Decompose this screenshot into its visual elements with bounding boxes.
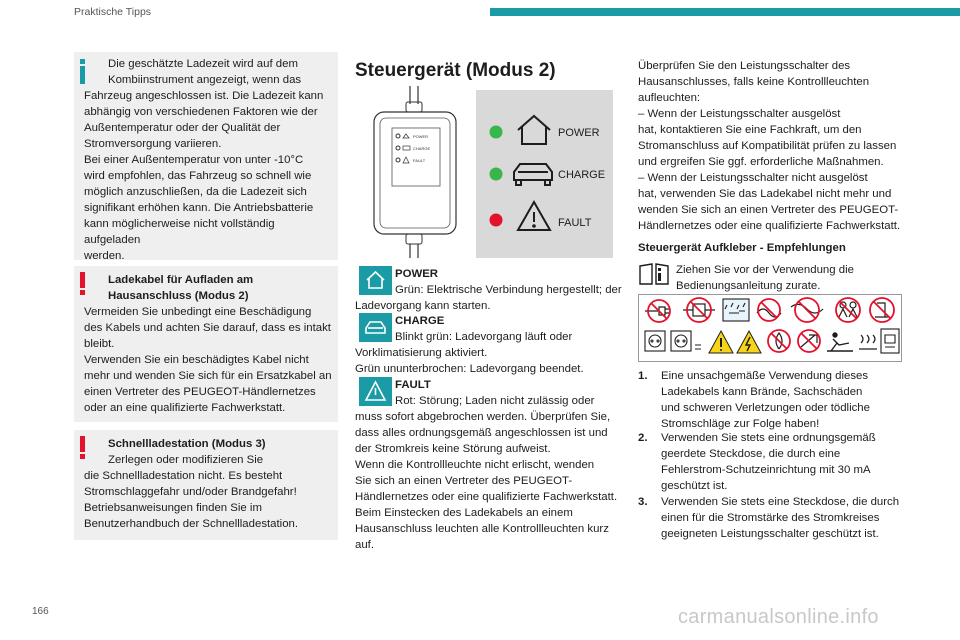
item-line: Eine unsachgemäße Verwendung dieses [661,370,869,382]
panel-label-power: POWER [558,127,600,139]
general-warning-icon [709,331,733,353]
no-fire-icon [768,330,790,352]
item-number: 1. [638,370,648,382]
legend-line: auf. [355,539,374,551]
warning-line: bleibt. [84,338,115,350]
panel-label-fault: FAULT [558,217,592,229]
item-line: Verwenden Sie stets eine Steckdose, die durch [661,496,900,508]
legend-line: Beim Einstecken des Ladekabels an einem [355,507,573,519]
numbered-item-2 [638,430,900,494]
fault-indicator-light [490,214,503,227]
sticker-subheading: Steuergerät Aufkleber - Empfehlungen [638,242,846,254]
legend-title: FAULT [395,379,431,391]
body-line: – Wenn der Leistungsschalter ausgelöst [638,108,841,120]
legend-line: Grün: Elektrische Verbindung hergestellt; der [395,284,622,296]
manual-book-icon [638,262,670,286]
legend-line: Rot: Störung; Laden nicht zulässig oder [395,395,595,407]
panel-label-charge: CHARGE [558,169,606,181]
item-line: Verwenden Sie stets eine ordnungsgemäß [661,432,876,444]
warning-line: Vermeiden Sie unbedingt eine Beschädigung [84,306,312,318]
numbered-item-3 [638,494,900,542]
body-line: Hausanschlusses, falls keine Kontrollleuchten [638,76,870,88]
rain-icon [723,299,749,321]
legend-line: der Stromkreis keine Störung aufweist. [355,443,551,455]
manual-note [676,262,906,294]
item-line: Stromschläge zur Folge haben! [661,418,820,430]
info-line: Stromversorgung variieren. [84,138,222,150]
electric-hazard-icon [737,331,761,353]
body-line: Überprüfen Sie den Leistungsschalter des [638,60,851,72]
charge-legend-text [355,313,625,377]
legend-title: POWER [395,268,439,280]
item-line: einen für die Stromstärke des Stromkreises [661,512,880,524]
fault-legend-text [355,377,625,553]
body-line: und ergreifen Sie ggf. erforderliche Maßnahmen. [638,156,884,168]
body-line: – Wenn der Leistungsschalter nicht ausgelöst [638,172,868,184]
legend-title: CHARGE [395,315,445,327]
info-note-box [74,52,338,260]
info-line: abhängig von verschiedenen Faktoren wie der [84,106,318,118]
warning-title: Schnellladestation (Modus 3) [108,438,266,450]
warning-line: einen Vertreter des PEUGEOT-Händlernetzes [84,386,316,398]
handle-care-icon [881,329,899,353]
legend-line: Grün ununterbrochen: Ladevorgang beendet. [355,363,584,375]
body-line: Händlernetzes oder eine qualifizierte Fachwerkstatt. [638,220,901,232]
section-title: Steuergerät (Modus 2) [355,60,556,81]
warning-line: Verwenden Sie ein beschädigtes Kabel nicht [84,354,309,366]
heat-icon [859,335,877,349]
legend-line: Sie sich an einen Vertreter des PEUGEOT- [355,475,573,487]
right-column-text [638,58,928,234]
numbered-item-1 [638,368,900,432]
warning-line: die Schnellladestation nicht. Es besteht [84,470,283,482]
body-line: aufleuchten: [638,92,701,104]
device-label-fault: FAULT [413,158,426,163]
warning-icon [80,436,85,459]
earthed-socket-icon [645,331,665,351]
warning-line: oder an eine qualifizierte Fachwerkstatt. [84,402,286,414]
header-accent-bar [490,8,960,16]
item-line: geschützt ist. [661,480,728,492]
info-line: werden. [84,250,125,262]
legend-line: dass alles ordnungsgemäß angeschlossen ist und [355,427,608,439]
body-line: hat, kontaktieren Sie eine Fachkraft, um den [638,124,862,136]
fault-triangle-icon [518,202,550,230]
page-number: 166 [32,606,49,617]
info-line: Außentemperatur oder der Qualität der [84,122,281,134]
legend-line: Wenn die Kontrollleuchte nicht erlischt, wenden [355,459,595,471]
device-label-power: POWER [413,134,429,139]
no-adapter-icon [645,300,670,322]
item-line: geerdete Steckdose, die durch eine [661,448,841,460]
manual-note-line: Ziehen Sie vor der Verwendung die [676,264,854,276]
sticker-pictograms [638,294,902,362]
trip-hazard-icon [827,333,853,351]
no-water-icon [757,299,781,321]
indicator-panel [476,90,613,258]
no-pull-cable-icon [791,298,823,322]
info-line: Bei einer Außentemperatur von unter -10°C [84,154,304,166]
body-line: Stromanschluss auf Kompatibilität prüfen zu lassen [638,140,897,152]
no-extension-icon [683,298,715,322]
legend-line: Hausanschluss leuchten alle Kontrollleuchten kurz [355,523,609,535]
warning-box-station [74,430,338,540]
power-legend-text [355,266,625,314]
info-icon [80,59,85,84]
device-label-charge: CHARGE [413,146,431,151]
info-line: wird empfohlen, das Fahrzeug so schnell wie [84,170,312,182]
info-line: Kombiinstrument angezeigt, wenn das [108,74,302,86]
warning-title: Ladekabel für Aufladen am [108,274,254,286]
warning-title: Hausanschluss (Modus 2) [108,290,249,302]
manual-note-line: Bedienungsanleitung zurate. [676,280,821,292]
legend-line: Vorklimatisierung aktiviert. [355,347,488,359]
warning-line: mehr und wenden Sie sich für ein Ersatzkabel an [84,370,332,382]
rcd-socket-icon [671,331,701,351]
body-line: hat, verwenden Sie das Ladekabel nicht mehr und [638,188,892,200]
watermark: carmanualsonline.info [678,606,879,628]
warning-line: Zerlegen oder modifizieren Sie [108,454,264,466]
info-line: Die geschätzte Ladezeit wird auf dem [108,58,298,70]
warning-icon [80,272,85,295]
no-hang-icon [870,298,894,322]
warning-line: Benutzerhandbuch der Schnellladestation. [84,518,299,530]
charge-indicator-light [490,168,503,181]
house-icon [518,116,550,144]
car-icon [514,164,552,185]
item-line: Fehlerstrom-Schutzeinrichtung mit 30 mA [661,464,871,476]
warning-line: des Kabels und achten Sie darauf, dass es intakt [84,322,331,334]
item-line: und schweren Verletzungen oder tödliche [661,402,870,414]
legend-line: muss sofort abgebrochen werden. Überprüfen Sie, [355,411,611,423]
power-indicator-light [490,126,503,139]
item-number: 3. [638,496,648,508]
control-box-illustration [370,86,460,258]
no-tamper-icon [798,330,820,352]
legend-line: Blinkt grün: Ladevorgang läuft oder [395,331,573,343]
no-children-icon [836,298,860,322]
legend-line: Ladevorgang kann starten. [355,300,491,312]
info-line: signifikant erhöhen kann. Die Antriebsbatterie [84,202,314,214]
legend-line: Händlernetzes oder eine qualifizierte Fachwerkstatt. [355,491,618,503]
info-line: kann möglicherweise nicht vollständig aufgeladen [84,218,275,246]
warning-line: Stromschlaggefahr und/oder Brandgefahr! [84,486,297,498]
info-line: Fahrzeug angeschlossen ist. Die Ladezeit kann [84,90,324,102]
running-header: Praktische Tipps [74,6,152,18]
item-line: geeigneten Leistungsschalter geschützt ist. [661,528,879,540]
warning-box-cable [74,266,338,422]
item-line: Ladekabels kann Brände, Sachschäden [661,386,863,398]
item-number: 2. [638,432,648,444]
body-line: wenden Sie sich an einen Vertreter des PEUGEOT- [638,204,899,216]
info-line: möglich anzuschließen, da die Ladezeit sich [84,186,307,198]
warning-line: Betriebsanweisungen finden Sie im [84,502,262,514]
